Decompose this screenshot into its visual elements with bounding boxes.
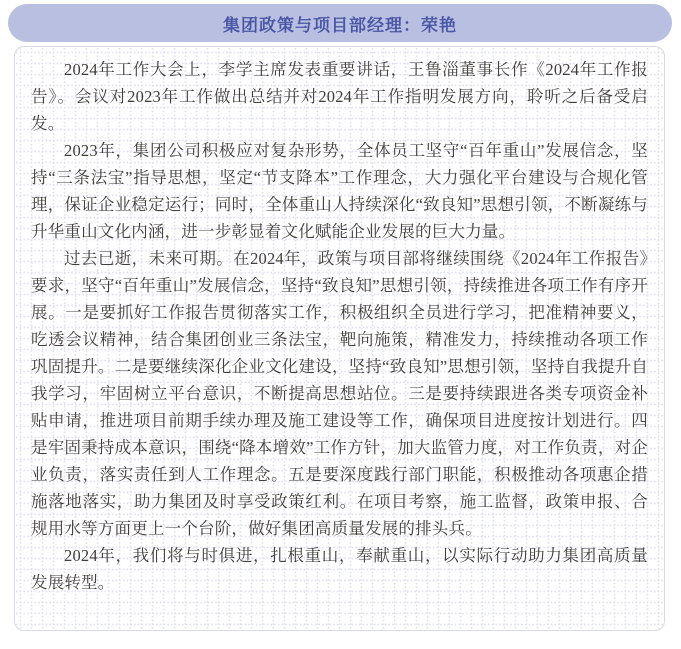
report-content-box (14, 46, 665, 631)
page-title: 集团政策与项目部经理：荣艳 (223, 15, 457, 35)
report-paragraph: 2023年，集团公司积极应对复杂形势，全体员工坚守“百年重山”发展信念，坚持“三条法宝”指导思想，坚定“节支降本”工作理念，大力强化平台建设与合规化管理，保证企业稳定运行；同时，全体重山人持续深化“致良知”思想引领，不断凝练与升华重山文化内涵，进一步彰显着文化赋能企业发展的巨大力量。 (31, 141, 648, 241)
report-paragraph: 2024年，我们将与时俱进，扎根重山，奉献重山，以实际行动助力集团高质量发展转型。 (31, 546, 648, 592)
report-article (31, 56, 648, 596)
header-bar (8, 4, 672, 42)
report-paragraph: 2024年工作大会上，李学主席发表重要讲话，王鲁淄董事长作《2024年工作报告》。会议对2023年工作做出总结并对2024年工作指明发展方向，聆听之后备受启发。 (31, 60, 648, 133)
report-paragraph: 过去已逝，未来可期。在2024年，政策与项目部将继续围绕《2024年工作报告》要求，坚守“百年重山”发展信念，坚持“致良知”思想引领，持续推进各项工作有序开展。一是要抓好工作报告贯彻落实工作，积极组织全员进行学习，把准精神要义，吃透会议精神，结合集团创业三条法宝，靶向施策，精准发力，持续推动各项工作巩固提升。二是要继续深化企业文化建设，坚持“致良知”思想引领，坚持自我提升自我学习，牢固树立平台意识，不断提高思想站位。三是要持续跟进各类专项资金补贴申请，推进项目前期手续办理及施工建设等工作，确保项目进度按计划进行。四是牢固秉持成本意识，围绕“降本增效”工作方针，加大监管力度，对工作负责，对企业负责，落实责任到人工作理念。五是要深度践行部门职能，积极推动各项惠企措施落地落实，助力集团及时享受政策红利。在项目考察，施工监督，政策申报、合规用水等方面更上一个台阶，做好集团高质量发展的排头兵。 (31, 249, 648, 538)
